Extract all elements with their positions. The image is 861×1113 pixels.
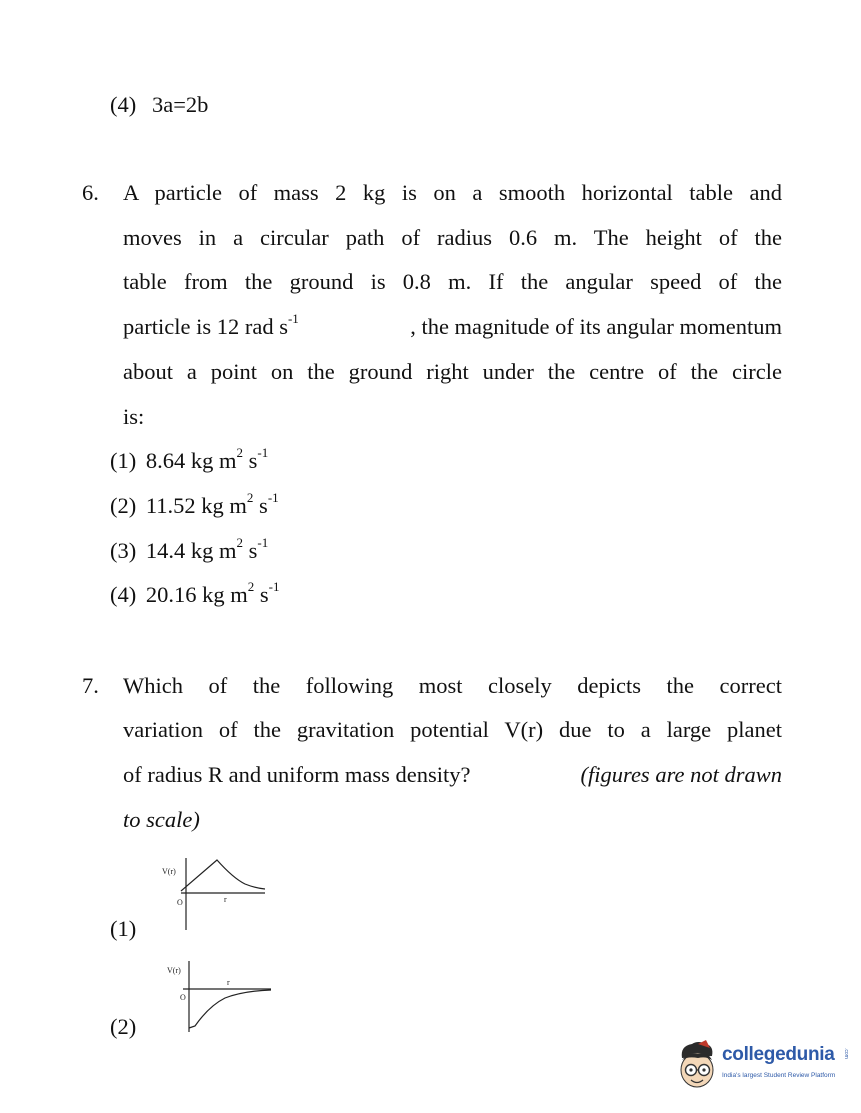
logo-suffix: .com [843, 1048, 849, 1059]
q6-option-4-unit2: s [254, 582, 269, 607]
q6-option-1-value: 8.64 kg m [145, 448, 237, 473]
prev-option-number: (4) [110, 92, 137, 117]
origin-label: O [177, 898, 183, 907]
q7-option-2-graph [163, 956, 278, 1036]
q6-option-2-value: 11.52 kg m [145, 493, 247, 518]
q6-option-4-value: 20.16 kg m [145, 582, 248, 607]
q6-line-4-b: , the magnitude of its angular momentum [410, 314, 782, 339]
q6-line-6: is: [123, 404, 145, 429]
q6-option-2-sup1: 2 [246, 490, 254, 505]
q6-option-2-num: (2) [110, 493, 137, 518]
q7-option-1-graph [155, 853, 270, 933]
y-axis-label: V(r) [167, 966, 181, 975]
q6-line-4-sup: -1 [287, 311, 299, 326]
q6-option-2-sup2: -1 [267, 490, 279, 505]
q6-option-3-sup2: -1 [257, 535, 269, 550]
q7-line-3 [123, 764, 782, 787]
x-axis-label: r [224, 895, 227, 904]
q6-option-4-sup2: -1 [268, 579, 280, 594]
q6-option-3 [110, 535, 269, 563]
q6-line-4-a: particle is 12 rad s [123, 314, 288, 339]
q7-line-3-italic: (figures are not drawn [580, 762, 782, 787]
q6-line-2: moves in a circular path of radius 0.6 m. The height of the [123, 225, 782, 250]
q6-option-3-unit2: s [243, 538, 258, 563]
x-axis-label: r [227, 978, 230, 987]
q6-option-1-sup1: 2 [236, 445, 244, 460]
q6-option-4-sup1: 2 [247, 579, 255, 594]
q6-line-1: A particle of mass 2 kg is on a smooth horizontal table and [123, 180, 782, 205]
q6-line-3: table from the ground is 0.8 m. If the angular speed of the [123, 269, 782, 294]
q6-option-3-sup1: 2 [236, 535, 244, 550]
q6-number: 6. [82, 180, 99, 205]
origin-label: O [180, 993, 186, 1002]
prev-option-text: 3a=2b [152, 92, 209, 117]
q7-line-1: Which of the following most closely depicts the correct [123, 673, 782, 698]
q6-option-1-num: (1) [110, 448, 137, 473]
q6-option-1-sup2: -1 [257, 445, 269, 460]
logo-name: collegedunia [722, 1044, 835, 1065]
q7-line-2: variation of the gravitation potential V(r) due to a large planet [123, 717, 782, 742]
collegedunia-logo [676, 1040, 851, 1098]
logo-tagline: India's largest Student Review Platform [722, 1072, 836, 1079]
q7-line-4: to scale) [123, 807, 200, 832]
q6-option-3-value: 14.4 kg m [145, 538, 237, 563]
mascot-icon [676, 1040, 720, 1098]
q6-line-5: about a point on the ground right under the centre of the circle [123, 359, 782, 384]
q6-option-4-num: (4) [110, 582, 137, 607]
potential-curve [189, 990, 271, 1028]
q6-option-2 [110, 490, 279, 518]
q7-option-1-number: (1) [110, 916, 137, 941]
y-axis-label: V(r) [162, 867, 176, 876]
q7-line-3-normal: of radius R and uniform mass density? [123, 762, 471, 787]
q6-option-1 [110, 445, 269, 473]
q7-option-2-number: (2) [110, 1014, 137, 1039]
q6-option-3-num: (3) [110, 538, 137, 563]
q6-option-2-unit2: s [253, 493, 268, 518]
q6-option-4 [110, 579, 280, 607]
q6-option-1-unit2: s [243, 448, 258, 473]
potential-curve [181, 860, 265, 891]
q6-line-4 [123, 311, 782, 339]
q7-number: 7. [82, 673, 99, 698]
